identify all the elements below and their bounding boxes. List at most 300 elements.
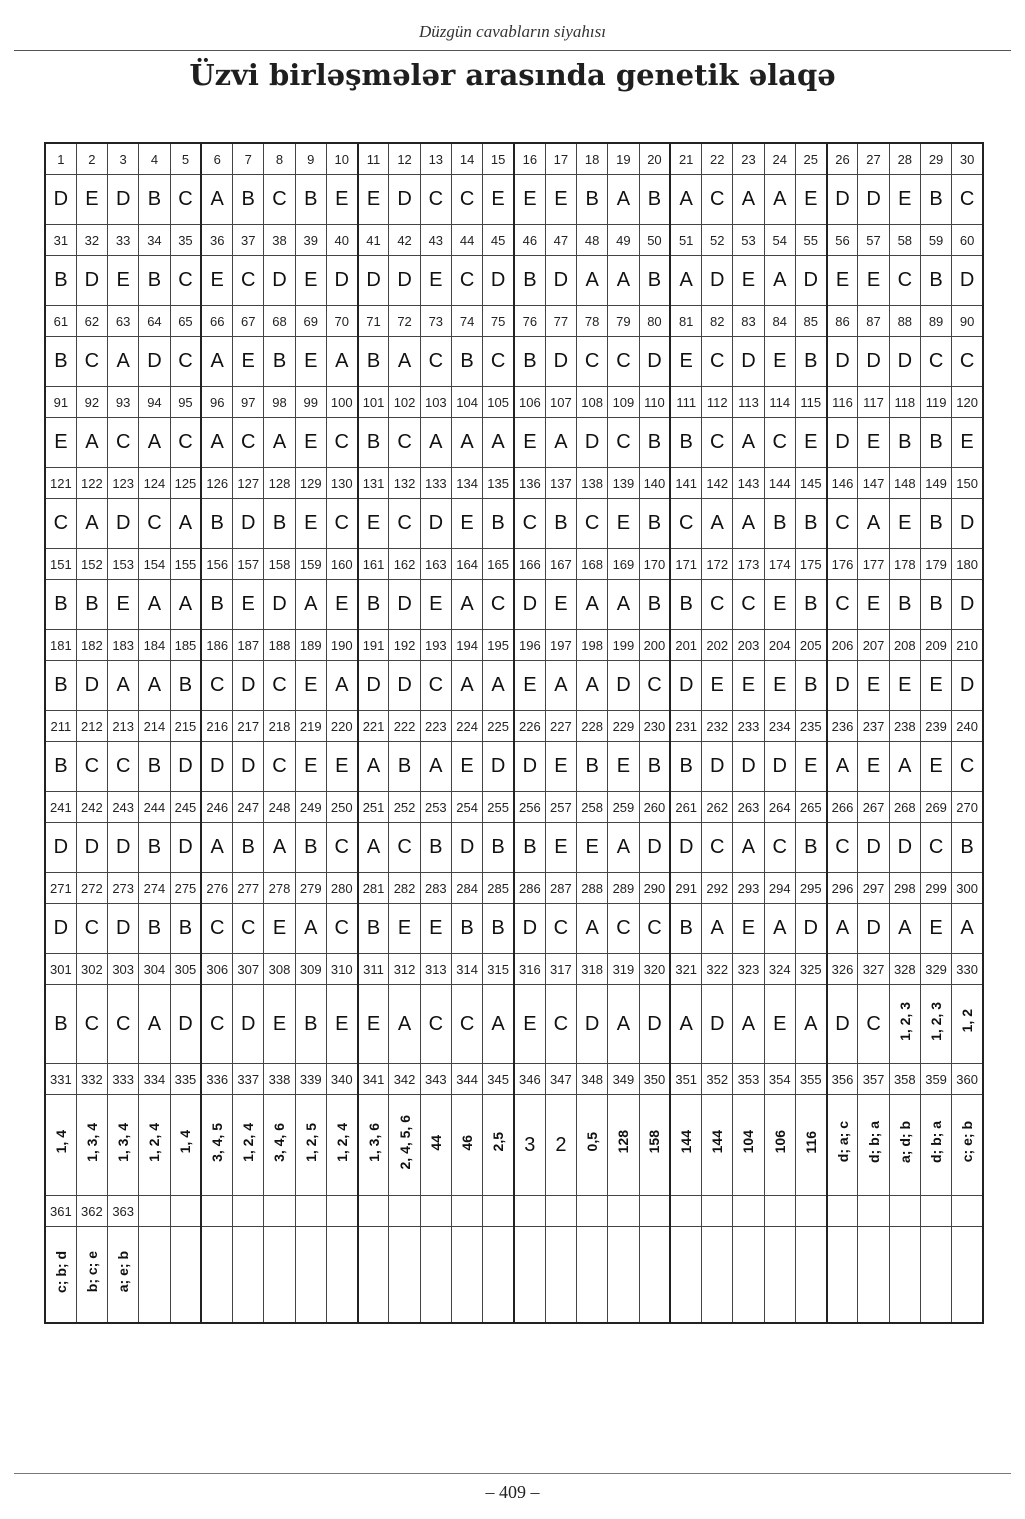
question-number-cell: 250 <box>326 792 357 823</box>
question-number-cell: 93 <box>108 387 139 418</box>
answer-text: A <box>429 755 443 777</box>
question-number-cell: 347 <box>545 1064 576 1095</box>
answer-cell <box>108 580 139 630</box>
question-number-cell: 221 <box>358 711 389 742</box>
question-number-cell: 354 <box>764 1064 795 1095</box>
answer-cell <box>170 661 201 711</box>
answer-cell <box>201 661 232 711</box>
answer-cell <box>577 985 608 1064</box>
answer-text: B <box>679 755 693 777</box>
answer-text: E <box>241 593 255 615</box>
answer-cell <box>233 499 264 549</box>
answer-cell <box>764 256 795 306</box>
answer-text: C <box>490 593 506 615</box>
answer-text: 1, 2, 3 <box>896 1001 913 1041</box>
question-number-cell: 225 <box>483 711 514 742</box>
question-number-cell: 54 <box>764 225 795 256</box>
answer-cell <box>295 904 326 954</box>
answer-cell <box>795 418 826 468</box>
answer-cell <box>108 985 139 1064</box>
answer-text: A <box>116 350 130 372</box>
answer-cell <box>702 175 733 225</box>
answer-text: A <box>272 431 287 453</box>
answer-cell <box>233 256 264 306</box>
answer-text: 144 <box>678 1130 695 1154</box>
answer-cell <box>264 418 295 468</box>
answer-text: E <box>116 269 130 291</box>
answer-cell <box>827 823 858 873</box>
answer-text: E <box>898 674 912 696</box>
answer-cell <box>670 742 701 792</box>
answer-cell <box>76 1227 107 1324</box>
question-number-cell: 293 <box>733 873 764 904</box>
question-number-cell: 298 <box>889 873 920 904</box>
question-number-cell: 198 <box>577 630 608 661</box>
answer-cell <box>608 904 639 954</box>
answer-text: E <box>616 755 631 777</box>
answer-cell <box>170 823 201 873</box>
question-number-cell <box>451 1196 482 1227</box>
answer-cell <box>45 742 76 792</box>
answer-cell <box>639 985 670 1064</box>
answer-cell <box>170 580 201 630</box>
question-number-cell: 262 <box>702 792 733 823</box>
answer-text: D <box>84 674 100 696</box>
answer-text: A <box>585 674 599 696</box>
answer-text: E <box>304 512 318 534</box>
answer-text: A <box>178 593 193 615</box>
question-number-cell: 20 <box>639 143 670 175</box>
answer-text: D <box>397 674 412 696</box>
question-number-cell: 63 <box>108 306 139 337</box>
answer-cell <box>545 256 576 306</box>
answer-text: 1, 3, 4 <box>115 1122 132 1162</box>
question-number-cell: 286 <box>514 873 545 904</box>
answer-text: E <box>929 917 943 939</box>
answer-cell <box>858 661 889 711</box>
answer-cell <box>514 256 545 306</box>
answer-cell <box>702 904 733 954</box>
question-number-cell: 129 <box>295 468 326 499</box>
answer-text: C <box>178 350 193 372</box>
question-number-cell: 296 <box>827 873 858 904</box>
question-number-cell: 102 <box>389 387 420 418</box>
question-number-cell: 259 <box>608 792 639 823</box>
answer-cell <box>514 742 545 792</box>
answer-cell <box>858 175 889 225</box>
answer-cell <box>795 499 826 549</box>
question-number-cell: 288 <box>577 873 608 904</box>
answer-cell <box>795 904 826 954</box>
question-number-cell: 248 <box>264 792 295 823</box>
answer-text: A <box>616 593 631 615</box>
answer-row <box>45 580 983 630</box>
answer-cell <box>702 985 733 1064</box>
question-number-cell <box>702 1196 733 1227</box>
question-number-cell: 211 <box>45 711 76 742</box>
question-number-cell: 6 <box>201 143 232 175</box>
answer-table <box>44 142 984 1324</box>
answer-text: D <box>397 188 412 210</box>
question-number-cell: 62 <box>76 306 107 337</box>
answer-text: D <box>866 836 881 858</box>
answer-text: D <box>428 512 444 534</box>
question-number-cell: 246 <box>201 792 232 823</box>
answer-cell <box>514 1095 545 1196</box>
answer-text: D <box>178 836 193 858</box>
answer-text: 3, 4, 5 <box>209 1122 226 1162</box>
question-number-cell: 131 <box>358 468 389 499</box>
question-number-cell: 95 <box>170 387 201 418</box>
answer-text: C <box>241 917 256 939</box>
answer-text: A <box>710 512 724 534</box>
question-number-cell: 216 <box>201 711 232 742</box>
answer-text: C <box>897 269 913 291</box>
answer-text: A <box>210 188 224 210</box>
answer-text: E <box>554 188 568 210</box>
answer-text: C <box>428 350 444 372</box>
answer-cell <box>483 823 514 873</box>
answer-cell <box>827 256 858 306</box>
answer-cell <box>577 1227 608 1324</box>
answer-cell <box>608 661 639 711</box>
question-number-cell: 235 <box>795 711 826 742</box>
answer-cell <box>108 337 139 387</box>
answer-cell <box>764 661 795 711</box>
answer-text: D <box>334 269 349 291</box>
question-number-cell: 46 <box>514 225 545 256</box>
answer-text: 116 <box>802 1130 819 1154</box>
question-number-cell: 280 <box>326 873 357 904</box>
answer-text: D <box>178 1012 193 1035</box>
question-number-cell: 349 <box>608 1064 639 1095</box>
question-number-cell: 244 <box>139 792 170 823</box>
question-number-cell: 339 <box>295 1064 326 1095</box>
answer-cell <box>608 985 639 1064</box>
question-number-cell: 187 <box>233 630 264 661</box>
answer-cell <box>889 823 920 873</box>
answer-cell <box>858 337 889 387</box>
answer-text: E <box>898 188 912 210</box>
answer-cell <box>45 418 76 468</box>
answer-text: C <box>959 188 975 210</box>
answer-cell <box>108 256 139 306</box>
question-number-cell: 11 <box>358 143 389 175</box>
answer-text: 1, 2 <box>959 1009 976 1033</box>
question-number-cell: 352 <box>702 1064 733 1095</box>
question-number-cell: 80 <box>639 306 670 337</box>
answer-cell <box>233 742 264 792</box>
question-number-cell: 114 <box>764 387 795 418</box>
question-number-cell: 78 <box>577 306 608 337</box>
answer-cell <box>76 418 107 468</box>
answer-cell <box>201 418 232 468</box>
answer-row <box>45 1095 983 1196</box>
answer-text: E <box>523 674 537 696</box>
answer-text: C <box>584 512 600 534</box>
question-number-cell: 220 <box>326 711 357 742</box>
answer-text: D <box>209 755 225 777</box>
question-number-cell: 193 <box>420 630 451 661</box>
question-number-cell: 340 <box>326 1064 357 1095</box>
question-number-cell: 81 <box>670 306 701 337</box>
answer-cell <box>389 175 420 225</box>
answer-text: C <box>178 269 193 291</box>
question-number-row <box>45 387 983 418</box>
answer-text: 1, 2, 5 <box>302 1122 319 1162</box>
answer-text: C <box>709 188 725 210</box>
answer-cell <box>577 418 608 468</box>
answer-text: 1, 2, 4 <box>333 1122 350 1162</box>
question-number-cell: 208 <box>889 630 920 661</box>
answer-cell <box>326 742 357 792</box>
answer-text: C <box>334 836 349 858</box>
question-number-cell: 100 <box>326 387 357 418</box>
question-number-cell: 86 <box>827 306 858 337</box>
answer-cell <box>733 580 764 630</box>
question-number-cell <box>827 1196 858 1227</box>
answer-text: E <box>554 593 568 615</box>
answer-cell <box>326 661 357 711</box>
answer-text: D <box>115 836 131 858</box>
answer-cell <box>170 742 201 792</box>
answer-cell <box>295 823 326 873</box>
answer-text: D <box>178 755 193 777</box>
answer-cell <box>920 175 951 225</box>
answer-cell <box>420 175 451 225</box>
answer-cell <box>545 175 576 225</box>
answer-text: D <box>522 593 538 615</box>
question-number-cell: 320 <box>639 954 670 985</box>
answer-text: E <box>585 836 599 858</box>
question-number-cell: 168 <box>577 549 608 580</box>
answer-cell <box>139 499 170 549</box>
question-number-cell: 183 <box>108 630 139 661</box>
question-number-cell: 287 <box>545 873 576 904</box>
question-number-cell: 101 <box>358 387 389 418</box>
question-number-cell: 263 <box>733 792 764 823</box>
answer-cell <box>139 742 170 792</box>
question-number-cell: 149 <box>920 468 951 499</box>
answer-cell <box>702 823 733 873</box>
answer-text: A <box>460 593 474 615</box>
answer-cell <box>389 904 420 954</box>
question-number-cell: 130 <box>326 468 357 499</box>
answer-cell <box>952 580 983 630</box>
question-number-cell: 233 <box>733 711 764 742</box>
answer-cell <box>389 985 420 1064</box>
question-number-cell: 277 <box>233 873 264 904</box>
answer-cell <box>733 499 764 549</box>
answer-text: D <box>241 1012 256 1035</box>
answer-cell <box>889 742 920 792</box>
question-number-cell: 8 <box>264 143 295 175</box>
question-number-cell: 22 <box>702 143 733 175</box>
answer-text: C <box>616 917 631 939</box>
answer-text: A <box>335 674 349 696</box>
question-number-cell <box>670 1196 701 1227</box>
answer-cell <box>76 904 107 954</box>
answer-text: B <box>960 836 974 858</box>
question-number-cell <box>952 1196 983 1227</box>
question-number-cell <box>639 1196 670 1227</box>
answer-text: D <box>897 836 913 858</box>
question-number-cell: 59 <box>920 225 951 256</box>
question-number-cell: 160 <box>326 549 357 580</box>
answer-text: D <box>772 755 787 777</box>
answer-cell <box>545 742 576 792</box>
answer-text: 104 <box>740 1130 757 1154</box>
answer-text: C <box>84 755 100 777</box>
question-number-cell: 45 <box>483 225 514 256</box>
answer-cell <box>514 985 545 1064</box>
answer-text: A <box>773 917 787 939</box>
answer-text: A <box>616 836 631 858</box>
answer-cell <box>795 661 826 711</box>
answer-cell <box>420 985 451 1064</box>
answer-text: B <box>679 431 693 453</box>
answer-text: B <box>54 674 68 696</box>
answer-cell <box>952 904 983 954</box>
answer-text: B <box>304 188 318 210</box>
question-number-row <box>45 792 983 823</box>
answer-text: A <box>335 350 349 372</box>
answer-cell <box>139 1095 170 1196</box>
answer-text: 1, 2, 4 <box>240 1122 257 1162</box>
answer-cell <box>420 742 451 792</box>
answer-cell <box>545 499 576 549</box>
answer-text: B <box>929 269 943 291</box>
answer-text: B <box>241 188 255 210</box>
question-number-cell: 304 <box>139 954 170 985</box>
answer-cell <box>451 256 482 306</box>
question-number-cell: 315 <box>483 954 514 985</box>
question-number-cell: 165 <box>483 549 514 580</box>
answer-cell <box>451 1227 482 1324</box>
answer-text: D <box>647 350 662 372</box>
answer-text: A <box>272 836 287 858</box>
answer-cell <box>889 1227 920 1324</box>
answer-cell <box>702 337 733 387</box>
answer-text: B <box>554 512 568 534</box>
question-number-cell: 342 <box>389 1064 420 1095</box>
answer-text: a; d; b <box>896 1121 913 1163</box>
answer-cell <box>358 337 389 387</box>
answer-cell <box>389 1227 420 1324</box>
question-number-cell: 122 <box>76 468 107 499</box>
answer-text: E <box>366 512 381 534</box>
answer-cell <box>858 1227 889 1324</box>
answer-cell <box>483 1227 514 1324</box>
question-number-cell: 185 <box>170 630 201 661</box>
answer-text: A <box>898 917 912 939</box>
answer-text: 2, 4, 5, 6 <box>396 1114 413 1170</box>
question-number-cell: 174 <box>764 549 795 580</box>
answer-text: B <box>460 917 474 939</box>
answer-text: B <box>523 350 537 372</box>
answer-cell <box>420 661 451 711</box>
answer-text: D <box>803 917 818 939</box>
answer-text: B <box>647 431 662 453</box>
answer-cell <box>358 175 389 225</box>
answer-text: E <box>773 593 787 615</box>
answer-cell <box>670 985 701 1064</box>
page-number: – 409 – <box>485 1482 540 1502</box>
answer-text: E <box>804 755 818 777</box>
question-number-cell: 56 <box>827 225 858 256</box>
question-number-cell: 170 <box>639 549 670 580</box>
answer-text: C <box>709 836 725 858</box>
answer-text: B <box>647 269 662 291</box>
answer-cell <box>827 904 858 954</box>
answer-text: A <box>616 269 631 291</box>
question-number-cell: 108 <box>577 387 608 418</box>
question-number-cell: 140 <box>639 468 670 499</box>
answer-cell <box>764 418 795 468</box>
question-number-cell: 230 <box>639 711 670 742</box>
answer-cell <box>420 256 451 306</box>
answer-text: B <box>647 755 662 777</box>
question-number-cell: 237 <box>858 711 889 742</box>
answer-text: C <box>334 431 349 453</box>
answer-cell <box>670 904 701 954</box>
question-number-cell: 2 <box>76 143 107 175</box>
question-number-cell: 219 <box>295 711 326 742</box>
answer-text: D <box>522 917 538 939</box>
answer-cell <box>639 904 670 954</box>
answer-cell <box>139 661 170 711</box>
answer-cell <box>326 1095 357 1196</box>
answer-cell <box>76 985 107 1064</box>
answer-text: A <box>147 431 162 453</box>
answer-text: C <box>553 917 569 939</box>
answer-text: D <box>803 269 818 291</box>
answer-cell <box>514 580 545 630</box>
answer-text: D <box>835 431 850 453</box>
answer-text: c; e; b <box>959 1121 976 1163</box>
answer-cell <box>795 985 826 1064</box>
answer-text: B <box>147 836 162 858</box>
answer-text: d; a; c <box>834 1121 851 1163</box>
question-number-cell: 254 <box>451 792 482 823</box>
answer-text: D <box>115 917 131 939</box>
answer-cell <box>670 499 701 549</box>
question-number-cell: 3 <box>108 143 139 175</box>
question-number-cell: 253 <box>420 792 451 823</box>
answer-text: E <box>866 269 881 291</box>
question-number-row <box>45 1196 983 1227</box>
question-number-cell <box>795 1196 826 1227</box>
question-number-cell: 176 <box>827 549 858 580</box>
answer-text: C <box>272 674 287 696</box>
answer-cell <box>702 1227 733 1324</box>
question-number-cell: 360 <box>952 1064 983 1095</box>
answer-text: A <box>741 188 756 210</box>
question-number-cell: 212 <box>76 711 107 742</box>
question-number-cell: 105 <box>483 387 514 418</box>
question-number-cell: 124 <box>139 468 170 499</box>
question-number-cell: 270 <box>952 792 983 823</box>
question-number-cell: 258 <box>577 792 608 823</box>
answer-text: 3 <box>524 1133 536 1156</box>
answer-cell <box>920 985 951 1064</box>
answer-cell <box>108 175 139 225</box>
answer-text: A <box>366 755 381 777</box>
question-number-cell: 332 <box>76 1064 107 1095</box>
answer-text: E <box>929 755 943 777</box>
answer-text: D <box>53 917 69 939</box>
question-number-cell: 200 <box>639 630 670 661</box>
